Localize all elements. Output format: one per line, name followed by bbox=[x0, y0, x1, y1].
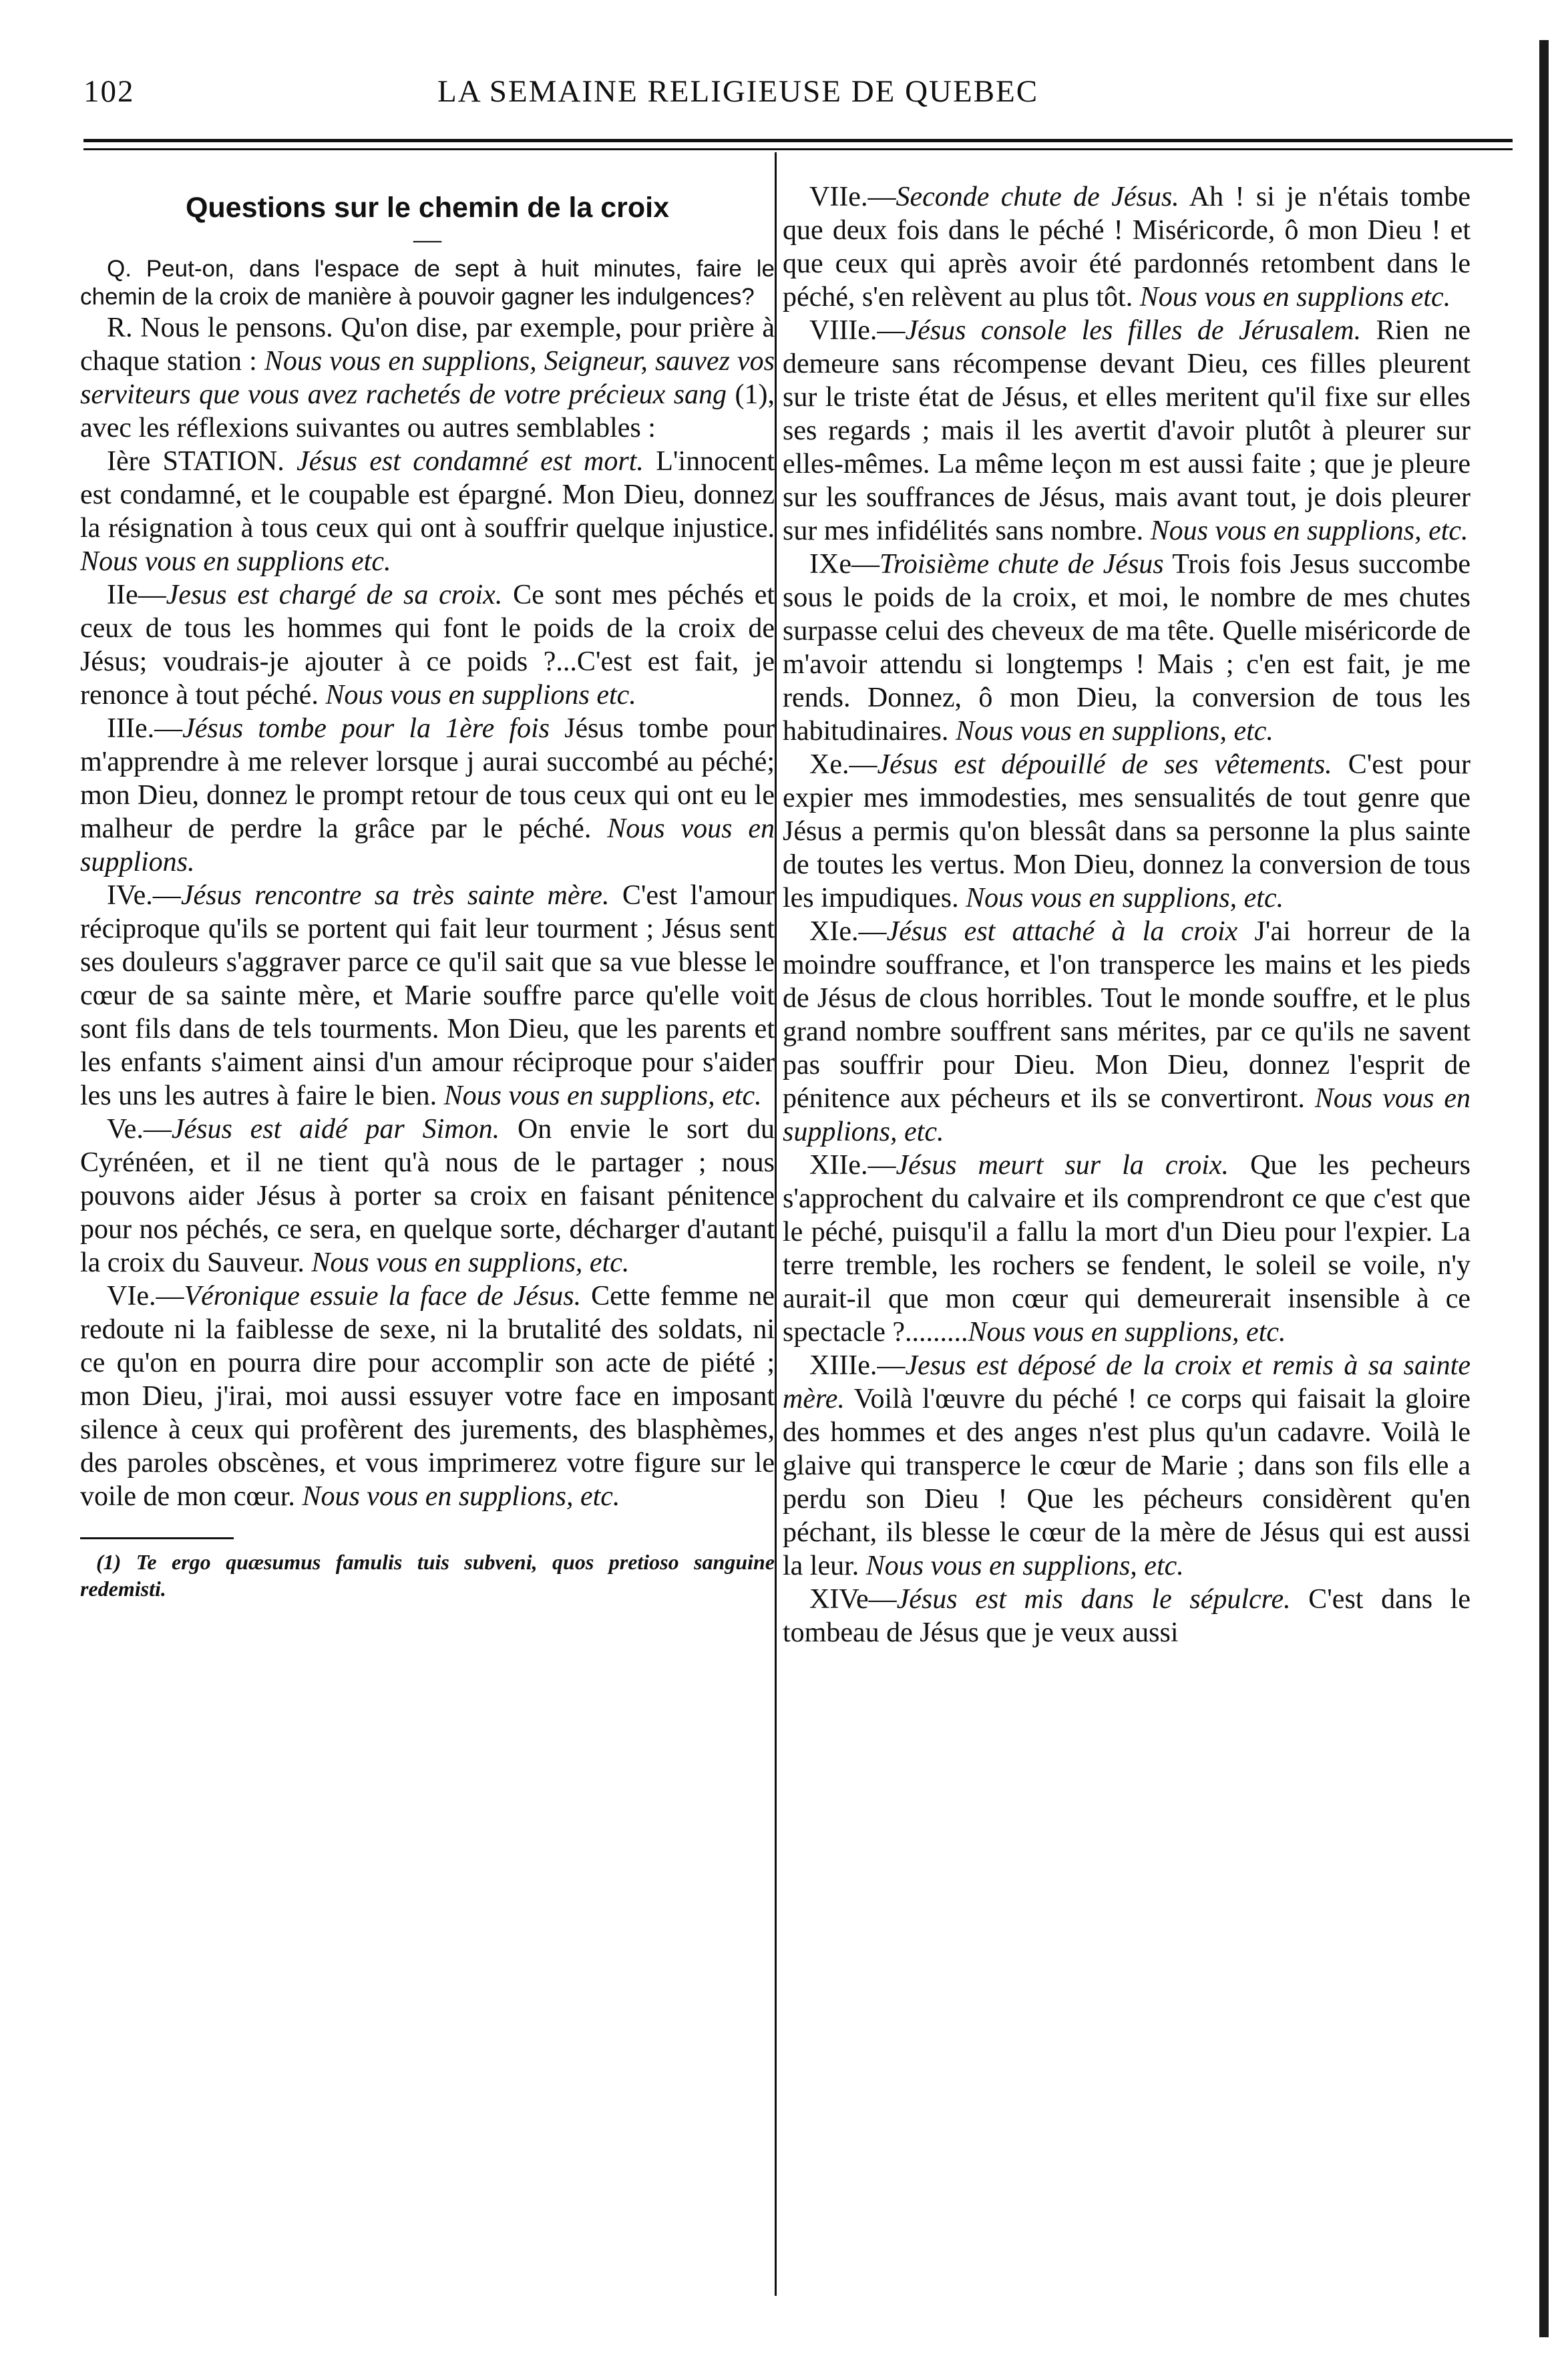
station-text: Jésus tombe pour m'apprendre à me relever lorsque j aurai succombé au péché; mon Dieu, donnez le prompt retour de tous ceux qui ont eu le malheur de perdre la grâce par le péché. bbox=[80, 713, 775, 844]
footnote-rule bbox=[80, 1537, 234, 1539]
station-number: VIe.— bbox=[107, 1281, 184, 1312]
running-title: LA SEMAINE RELIGIEUSE DE QUEBEC bbox=[437, 74, 1039, 109]
station-number: IXe— bbox=[809, 549, 880, 580]
station-refrain: Nous vous en supplions etc. bbox=[325, 680, 636, 711]
column-divider bbox=[775, 152, 777, 2296]
station-title: Jésus est aidé par Simon. bbox=[171, 1114, 500, 1145]
station-title: Jesus est déposé de la croix et remis à sa sainte mère. bbox=[783, 1350, 1471, 1414]
station-11 bbox=[783, 915, 1471, 1149]
answer-text-end: (1), avec les réflexions suivantes ou autres semblables : bbox=[80, 379, 775, 443]
station-refrain: Nous vous en supplions etc. bbox=[80, 546, 391, 577]
answer-paragraph bbox=[80, 311, 775, 445]
station-2 bbox=[80, 578, 775, 712]
station-number: XIe.— bbox=[809, 916, 887, 947]
station-3 bbox=[80, 712, 775, 879]
station-text: Trois fois Jesus succombe sous le poids de la croix, et moi, le nombre de mes chutes surpasse celui des cheveux de ma tête. Quelle miséricorde de m'avoir attendu si longtemps ! Mais ; c'en est fait, je me rends. Donnez, ô mon Dieu, la conversion de tous les habitudinaires. bbox=[783, 549, 1471, 747]
question-paragraph: Q. Peut-on, dans l'espace de sept à huit minutes, faire le chemin de la croix de manière à pouvoir gagner les indulgences? bbox=[80, 256, 775, 310]
station-number: Ière bbox=[107, 446, 151, 477]
header-rule-thick bbox=[83, 139, 1513, 142]
station-text: J'ai horreur de la moindre souffrance, et l'on transperce les mains et les pieds de Jésus de clous horribles. Tout le monde souffre, et le plus grand nombre souffrent sans mérites, par ce qu'ils ne savent pas souffrir pour Dieu. Mon Dieu, donnez l'esprit de pénitence aux pécheurs et ils se convertiront. bbox=[783, 916, 1471, 1114]
station-title: Jésus est attaché à la croix bbox=[886, 916, 1238, 947]
station-number: VIIe.— bbox=[809, 182, 896, 212]
station-refrain: Nous vous en supplions. bbox=[80, 813, 775, 877]
station-text: C'est dans le tombeau de Jésus que je veux aussi bbox=[783, 1584, 1471, 1648]
station-refrain: Nous vous en supplions etc. bbox=[1139, 282, 1451, 313]
section-title: Questions sur le chemin de la croix bbox=[185, 192, 670, 224]
station-1 bbox=[80, 445, 775, 578]
station-title: Jésus console les filles de Jérusalem. bbox=[905, 315, 1362, 346]
scan-edge bbox=[1539, 40, 1549, 2337]
station-text: Cette femme ne redoute ni la faiblesse de sexe, ni la brutalité des soldats, ni ce qu'on en pourra dire pour accomplir son acte de piété ; mon Dieu, j'irai, moi aussi essuyer votre face en imposant silence à ceux qui profèrent des jurements, des blasphèmes, des paroles obscènes, et vous imprimerez votre figure sur le voile de mon cœur. bbox=[80, 1281, 775, 1512]
station-10 bbox=[783, 748, 1471, 915]
station-number: XIIe.— bbox=[809, 1150, 896, 1181]
station-text: Ce sont mes péchés et ceux de tous les hommes qui font le poids de la croix de Jésus; voudrais-je ajouter à ce poids ?...C'est est fait, je renonce à tout péché. bbox=[80, 580, 775, 711]
station-number: IVe.— bbox=[107, 880, 181, 911]
station-text: C'est l'amour réciproque qu'ils se portent qui fait leur tourment ; Jésus sent ses douleurs s'aggraver parce ce qu'il sait que sa vue blesse le cœur de sa sainte mère, et Marie souffre parce qu'elle voit sont fils dans de tels tourments. Mon Dieu, que les parents et les enfants s'aiment ainsi d'un amour réciproque pour s'aider les uns les autres à faire le bien. bbox=[80, 880, 775, 1111]
station-refrain: Nous vous en supplions, etc. bbox=[302, 1481, 620, 1512]
station-title: Seconde chute de Jésus. bbox=[896, 182, 1179, 212]
header-rule-thin bbox=[83, 148, 1513, 150]
station-text: On envie le sort du Cyrénéen, et il ne tient qu'à nous de le partager ; nous pouvons aider Jésus à porter sa croix en faisant pénitence pour nos péchés, ce sera, en quelque sorte, décharger d'autant la croix du Sauveur. bbox=[80, 1114, 775, 1278]
station-refrain: Nous vous en supplions, etc. bbox=[966, 883, 1284, 914]
station-text: C'est pour expier mes immodesties, mes sensualités de tout genre que Jésus a permis qu'on blessât dans sa personne la plus sainte de toutes les vertus. Mon Dieu, donnez la conversion de tous les impudiques. bbox=[783, 749, 1471, 914]
station-title: Jésus meurt sur la croix. bbox=[896, 1150, 1229, 1181]
station-title: Jésus rencontre sa très sainte mère. bbox=[180, 880, 610, 911]
station-refrain: Nous vous en supplions, etc. bbox=[1150, 516, 1469, 546]
station-title: Jésus est condamné est mort. bbox=[297, 446, 644, 477]
station-title: Jésus est mis dans le sépulcre. bbox=[896, 1584, 1291, 1615]
station-14 bbox=[783, 1583, 1471, 1649]
station-13 bbox=[783, 1349, 1471, 1583]
station-refrain: Nous vous en supplions, etc. bbox=[783, 1083, 1471, 1147]
footnote: (1) Te ergo quæsumus famulis tuis subveni, quos pretioso sanguine redemisti. bbox=[80, 1550, 775, 1601]
station-text: Rien ne demeure sans récompense devant Dieu, ces filles pleurent sur le triste état de Jésus, et elles meritent qu'il fixe sur elles ses regards ; mais il les avertit d'avoir plutôt à pleurer sur elles-mêmes. La même leçon m est aussi faite ; que je pleure sur les souffrances de Jésus, mais avant tout, je dois pleurer sur mes infidélités sans nombre. bbox=[783, 315, 1471, 546]
station-number: XIIIe.— bbox=[809, 1350, 906, 1381]
station-refrain: Nous vous en supplions, etc. bbox=[968, 1317, 1286, 1348]
station-7 bbox=[783, 180, 1471, 314]
station-title: Jésus tombe pour la 1ère fois bbox=[182, 713, 550, 744]
station-text: L'innocent est condamné, et le coupable est épargné. Mon Dieu, donnez la résignation à tous ceux qui ont à souffrir quelque injustice. bbox=[80, 446, 775, 544]
station-6 bbox=[80, 1279, 775, 1513]
station-refrain: Nous vous en supplions, etc. bbox=[865, 1551, 1184, 1581]
station-text: Que les pecheurs s'approchent du calvaire et ils comprendront ce que c'est que le péché, puisqu'il a fallu la mort d'un Dieu pour l'expier. La terre tremble, les rochers se fendent, le soleil se voile, n'y aurait-il que mon cœur qui demeurerait insensible à ce spectacle ?......... bbox=[783, 1150, 1471, 1348]
left-column bbox=[80, 180, 775, 1602]
station-9 bbox=[783, 548, 1471, 748]
page-header bbox=[83, 73, 1513, 114]
station-refrain: Nous vous en supplions, etc. bbox=[443, 1080, 762, 1111]
station-text: Ah ! si je n'étais tombe que deux fois dans le péché ! Miséricorde, ô mon Dieu ! et que ceux qui après avoir été pardonnés retombent dans le péché, s'en relèvent au plus tôt. bbox=[783, 182, 1471, 313]
station-12 bbox=[783, 1149, 1471, 1349]
prayer-text: Nous vous en supplions, Seigneur, sauvez vos serviteurs que vous avez rachetés de votre précieux sang bbox=[80, 346, 775, 410]
station-5 bbox=[80, 1113, 775, 1279]
station-title: Jésus est dépouillé de ses vêtements. bbox=[877, 749, 1332, 780]
station-text: Voilà l'œuvre du péché ! ce corps qui faisait la gloire des hommes et des anges n'est plus qu'un cadavre. Voilà le glaive qui transperce le cœur de Marie ; dans son fils elle a perdu son Dieu ! Que les pécheurs considèrent qu'en péchant, ils blesse le cœur de la mère de Jésus qui est aussi la leur. bbox=[783, 1384, 1471, 1581]
page-number: 102 bbox=[83, 74, 135, 109]
station-number: XIVe— bbox=[809, 1584, 897, 1615]
station-4 bbox=[80, 879, 775, 1113]
station-8 bbox=[783, 314, 1471, 548]
right-column bbox=[783, 180, 1471, 1649]
station-refrain: Nous vous en supplions, etc. bbox=[955, 716, 1274, 747]
station-number: Ve.— bbox=[107, 1114, 172, 1145]
title-dash: — bbox=[413, 224, 441, 255]
station-refrain: Nous vous en supplions, etc. bbox=[311, 1247, 630, 1278]
station-number: Xe.— bbox=[809, 749, 877, 780]
station-number: VIIIe.— bbox=[809, 315, 906, 346]
station-number: IIIe.— bbox=[107, 713, 183, 744]
station-title: Troisième chute de Jésus bbox=[879, 549, 1164, 580]
station-title: Jesus est chargé de sa croix. bbox=[166, 580, 503, 610]
station-label: STATION. bbox=[162, 446, 284, 477]
answer-text: R. Nous le pensons. Qu'on dise, par exemple, pour prière à chaque station : bbox=[80, 313, 775, 377]
station-title: Véronique essuie la face de Jésus. bbox=[184, 1281, 582, 1312]
station-number: IIe— bbox=[107, 580, 166, 610]
